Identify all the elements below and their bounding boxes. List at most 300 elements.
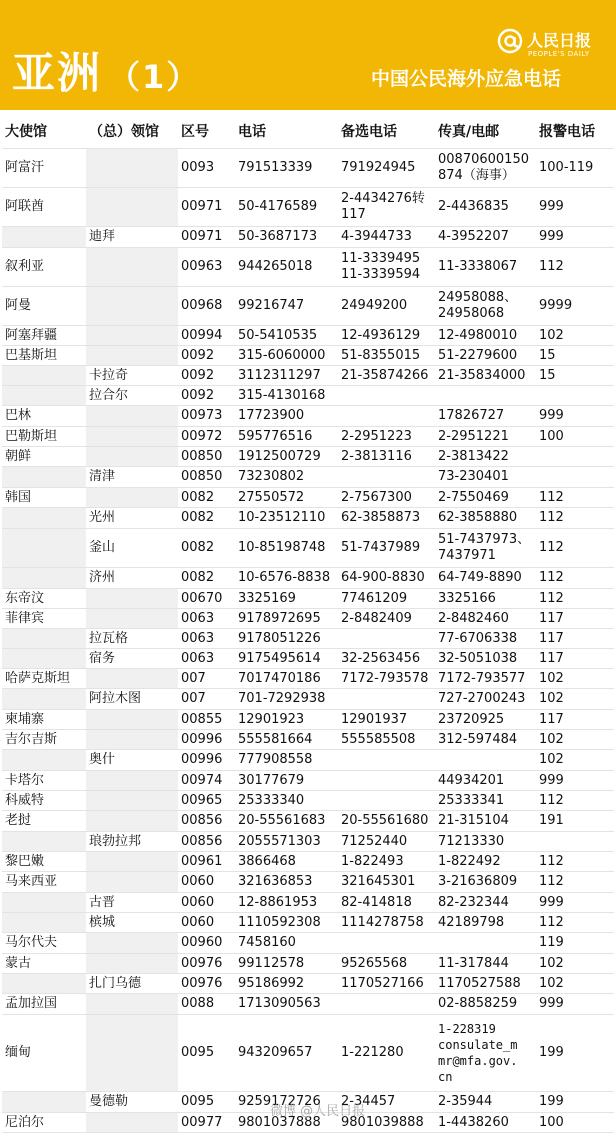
cell-phone: 99216747 (238, 298, 305, 313)
cell-consulate: 曼德勒 (89, 1094, 129, 1109)
cell-police: 112 (539, 792, 564, 808)
cell-fax-email: 1-228319 consulate_m mr@mfa.gov. cn (438, 1022, 518, 1084)
cell-area-code: 00960 (181, 935, 223, 950)
cell-embassy: 马尔代夫 (5, 935, 58, 950)
cell-alt-phone (338, 467, 435, 487)
cell-phone: 1110592308 (238, 914, 321, 930)
cell-consulate (86, 771, 178, 790)
table-row (2, 326, 614, 346)
cell-area-code: 0095 (181, 1045, 215, 1060)
cell-police: 199 (539, 1094, 564, 1109)
cell-phone: 791513339 (238, 160, 313, 175)
cell-phone: 12-8861953 (238, 894, 318, 910)
cell-phone: 99112578 (238, 955, 305, 971)
cell-area-code: 00850 (181, 469, 223, 484)
cell-phone: 50-3687173 (238, 229, 318, 244)
cell-embassy: 哈萨克斯坦 (5, 670, 71, 686)
cell-phone: 595776516 (238, 428, 313, 444)
cell-embassy: 菲律宾 (5, 610, 45, 626)
weibo-watermark: 微博 @人民日报 (270, 1104, 366, 1119)
cell-alt-phone (338, 771, 435, 790)
cell-consulate (86, 609, 178, 628)
cell-area-code: 0060 (181, 874, 215, 889)
cell-police: 112 (539, 590, 564, 606)
cell-police: 112 (539, 570, 564, 585)
cell-area-code: 0060 (181, 894, 215, 910)
cell-alt-phone: 7172-793578 (341, 670, 429, 686)
cell-fax-email: 2-2951221 (438, 428, 509, 444)
cell-phone: 73230802 (238, 469, 305, 484)
cell-embassy (2, 508, 86, 528)
cell-consulate: 拉合尔 (89, 387, 129, 403)
cell-fax-email: 11-317844 (438, 955, 509, 971)
cell-area-code: 0092 (181, 367, 215, 383)
table-row (2, 893, 614, 913)
cell-consulate: 济州 (89, 570, 116, 585)
cell-phone: 9175495614 (238, 650, 321, 666)
cell-consulate (86, 488, 178, 507)
cell-fax-email (435, 933, 536, 953)
cell-area-code: 00971 (181, 199, 223, 214)
cell-area-code: 0063 (181, 650, 215, 666)
cell-embassy: 吉尔吉斯 (5, 731, 58, 747)
cell-alt-phone: 1-822493 (341, 853, 404, 869)
header-phone: 电话 (238, 124, 266, 140)
cell-alt-phone: 791924945 (341, 160, 416, 175)
cell-police: 102 (539, 691, 564, 706)
table-row (2, 609, 614, 629)
cell-police: 112 (539, 510, 564, 525)
table-row (2, 811, 614, 832)
cell-consulate (86, 447, 178, 466)
cell-police: 9999 (539, 298, 573, 313)
cell-police: 112 (539, 914, 564, 930)
cell-alt-phone (338, 994, 435, 1014)
cell-phone: 27550572 (238, 489, 305, 505)
cell-fax-email: 51-7437973、 7437971 (438, 532, 531, 563)
cell-area-code: 0092 (181, 387, 215, 403)
cell-phone: 2055571303 (238, 833, 321, 849)
cell-consulate (86, 933, 178, 953)
header-area-code: 区号 (181, 124, 209, 140)
cell-area-code: 0060 (181, 914, 215, 930)
cell-phone: 12901923 (238, 711, 305, 727)
cell-area-code: 00996 (181, 731, 223, 747)
page-subtitle: 中国公民海外应急电话 (371, 68, 562, 90)
peoples-daily-logo-icon (497, 28, 523, 54)
table-row (2, 669, 614, 689)
table-row (2, 427, 614, 447)
cell-phone: 315-6060000 (238, 347, 326, 363)
cell-police: 112 (539, 874, 564, 889)
cell-alt-phone (338, 629, 435, 648)
cell-consulate (86, 994, 178, 1014)
cell-alt-phone: 62-3858873 (341, 510, 421, 525)
cell-embassy (2, 832, 86, 851)
region-name: 亚洲 (12, 49, 102, 99)
table-row (2, 366, 614, 386)
header-embassy: 大使馆 (5, 124, 47, 140)
cell-police: 102 (539, 670, 564, 686)
cell-police: 191 (539, 813, 564, 828)
cell-fax-email: 77-6706338 (438, 630, 518, 646)
cell-police: 112 (539, 540, 564, 555)
cell-consulate (86, 852, 178, 871)
cell-phone: 555581664 (238, 731, 313, 747)
cell-fax-email: 42189798 (438, 914, 505, 930)
cell-consulate: 宿务 (89, 650, 116, 666)
table-row (2, 629, 614, 649)
table-row (2, 974, 614, 994)
cell-phone: 321636853 (238, 874, 313, 889)
cell-embassy: 尼泊尔 (5, 1114, 45, 1130)
cell-consulate (86, 791, 178, 810)
cell-fax-email: 1-4438260 (438, 1114, 509, 1130)
cell-fax-email: 73-230401 (438, 469, 509, 484)
cell-embassy: 阿曼 (5, 298, 32, 313)
cell-phone: 7458160 (238, 935, 296, 950)
cell-alt-phone (338, 386, 435, 405)
cell-alt-phone: 1-221280 (341, 1045, 404, 1060)
header-police: 报警电话 (539, 124, 595, 140)
cell-consulate (86, 287, 178, 325)
cell-fax-email: 02-8858259 (438, 996, 518, 1011)
cell-alt-phone: 51-8355015 (341, 347, 421, 363)
cell-alt-phone: 1114278758 (341, 914, 424, 930)
cell-phone: 3325169 (238, 590, 296, 606)
cell-fax-email: 51-2279600 (438, 347, 518, 363)
cell-consulate: 古晋 (89, 894, 116, 910)
table-row (2, 149, 614, 188)
cell-phone: 315-4130168 (238, 387, 326, 403)
cell-police: 117 (539, 711, 564, 727)
cell-phone: 20-55561683 (238, 813, 326, 828)
cell-phone: 1713090563 (238, 996, 321, 1011)
cell-police (536, 467, 614, 487)
cell-police (536, 386, 614, 405)
cell-police: 999 (539, 408, 564, 423)
cell-police: 102 (539, 731, 564, 747)
cell-alt-phone: 21-35874266 (341, 367, 429, 383)
cell-embassy: 叙利亚 (5, 259, 45, 274)
cell-fax-email: 2-7550469 (438, 489, 509, 505)
table-row (2, 852, 614, 872)
cell-alt-phone: 64-900-8830 (341, 570, 425, 585)
cell-embassy: 卡塔尔 (5, 772, 45, 788)
cell-consulate (86, 406, 178, 426)
cell-phone: 9259172726 (238, 1094, 321, 1109)
cell-consulate (86, 1015, 178, 1091)
cell-area-code: 0092 (181, 347, 215, 363)
cell-fax-email: 2-3813422 (438, 448, 509, 464)
cell-phone: 10-85198748 (238, 540, 326, 555)
cell-alt-phone: 24949200 (341, 298, 408, 313)
table-row (2, 913, 614, 933)
cell-phone: 50-5410535 (238, 327, 318, 343)
cell-alt-phone (338, 406, 435, 426)
cell-fax-email: 44934201 (438, 772, 505, 788)
cell-police: 15 (539, 367, 556, 383)
cell-fax-email: 2-8482460 (438, 610, 509, 626)
cell-area-code: 00994 (181, 327, 223, 343)
table-row (2, 529, 614, 568)
cell-area-code: 00856 (181, 833, 223, 849)
cell-alt-phone: 95265568 (341, 955, 408, 971)
cell-fax-email: 312-597484 (438, 731, 518, 747)
table-row (2, 346, 614, 366)
cell-fax-email: 25333341 (438, 792, 505, 808)
cell-consulate: 光州 (89, 510, 116, 525)
cell-embassy: 阿联酋 (5, 199, 45, 214)
cell-embassy (2, 529, 86, 567)
cell-consulate: 扎门乌德 (89, 975, 142, 991)
cell-consulate (86, 248, 178, 286)
table-row (2, 730, 614, 750)
cell-area-code: 0063 (181, 630, 215, 646)
cell-area-code: 00971 (181, 229, 223, 244)
table-row (2, 771, 614, 791)
cell-area-code: 00974 (181, 772, 223, 788)
table-row (2, 467, 614, 488)
cell-area-code: 0082 (181, 510, 215, 525)
cell-police: 100-119 (539, 160, 594, 175)
cell-police: 117 (539, 610, 564, 626)
cell-alt-phone: 82-414818 (341, 894, 412, 910)
cell-consulate (86, 326, 178, 345)
cell-embassy: 巴勒斯坦 (5, 428, 58, 444)
cell-area-code: 0088 (181, 996, 215, 1011)
table-row (2, 750, 614, 771)
cell-phone: 17723900 (238, 408, 305, 423)
cell-area-code: 00850 (181, 448, 223, 464)
cell-embassy (2, 227, 86, 247)
cell-alt-phone: 9801039888 (341, 1114, 424, 1130)
cell-fax-email: 2-4436835 (438, 199, 509, 214)
cell-area-code: 0082 (181, 570, 215, 585)
cell-area-code: 00976 (181, 975, 223, 991)
cell-consulate (86, 730, 178, 749)
cell-fax-email: 17826727 (438, 408, 505, 423)
cell-consulate (86, 1113, 178, 1132)
table-row (2, 589, 614, 609)
cell-phone: 777908558 (238, 752, 313, 767)
cell-fax-email: 32-5051038 (438, 650, 518, 666)
cell-police: 102 (539, 327, 564, 343)
table-row (2, 832, 614, 852)
cell-phone: 50-4176589 (238, 199, 318, 214)
cell-alt-phone: 71252440 (341, 833, 408, 849)
cell-consulate: 釜山 (89, 540, 116, 555)
table-row (2, 791, 614, 811)
cell-phone: 7017470186 (238, 670, 321, 686)
cell-police (536, 832, 614, 851)
cell-fax-email: 62-3858880 (438, 510, 518, 525)
brand-name: 人民日报 (527, 31, 592, 50)
cell-consulate (86, 954, 178, 973)
cell-police: 117 (539, 650, 564, 666)
cell-area-code: 00670 (181, 590, 223, 606)
cell-area-code: 00965 (181, 792, 223, 808)
cell-embassy (2, 386, 86, 405)
cell-police (536, 447, 614, 466)
table-row (2, 872, 614, 893)
cell-embassy: 巴林 (5, 408, 32, 423)
cell-fax-email: 7172-793577 (438, 670, 526, 686)
region-part: （1） (108, 58, 201, 96)
cell-police: 15 (539, 347, 556, 363)
cell-fax-email: 21-35834000 (438, 367, 526, 383)
cell-police: 999 (539, 894, 564, 910)
cell-embassy (2, 649, 86, 668)
table-row (2, 649, 614, 669)
table-row (2, 248, 614, 287)
cell-embassy: 缅甸 (5, 1045, 32, 1060)
cell-fax-email: 11-3338067 (438, 259, 518, 274)
cell-embassy: 黎巴嫩 (5, 853, 45, 869)
table-row (2, 188, 614, 227)
cell-consulate: 琅勃拉邦 (89, 833, 142, 849)
cell-consulate (86, 589, 178, 608)
cell-consulate: 迪拜 (89, 229, 116, 244)
cell-fax-email: 1-822492 (438, 853, 501, 869)
cell-consulate: 清津 (89, 469, 116, 484)
cell-alt-phone: 321645301 (341, 874, 416, 889)
cell-area-code: 007 (181, 670, 206, 686)
cell-phone: 9178972695 (238, 610, 321, 626)
cell-area-code: 0063 (181, 610, 215, 626)
cell-embassy (2, 974, 86, 993)
cell-embassy (2, 366, 86, 385)
cell-alt-phone: 2-2951223 (341, 428, 412, 444)
cell-police: 199 (539, 1045, 564, 1060)
cell-fax-email: 1170527588 (438, 975, 521, 991)
cell-police: 117 (539, 630, 564, 646)
cell-fax-email: 12-4980010 (438, 327, 518, 343)
cell-fax-email: 23720925 (438, 711, 505, 727)
cell-phone: 95186992 (238, 975, 305, 991)
cell-alt-phone: 1170527166 (341, 975, 424, 991)
cell-police: 102 (539, 955, 564, 971)
cell-area-code: 00977 (181, 1114, 223, 1130)
cell-alt-phone: 555585508 (341, 731, 416, 747)
cell-embassy (2, 629, 86, 648)
cell-consulate: 奥什 (89, 752, 116, 767)
cell-phone: 10-23512110 (238, 510, 326, 525)
cell-alt-phone: 20-55561680 (341, 813, 429, 828)
cell-fax-email: 3325166 (438, 590, 496, 606)
title-banner (0, 0, 616, 110)
cell-embassy (2, 1092, 86, 1112)
table-row (2, 406, 614, 427)
cell-fax-email: 727-2700243 (438, 691, 526, 706)
table-row (2, 689, 614, 710)
cell-embassy: 东帝汶 (5, 590, 45, 606)
cell-embassy: 阿富汗 (5, 160, 45, 175)
cell-police: 999 (539, 996, 564, 1011)
header-consulate: （总）领馆 (89, 124, 159, 140)
cell-police: 999 (539, 772, 564, 788)
cell-alt-phone (338, 689, 435, 709)
cell-alt-phone: 2-8482409 (341, 610, 412, 626)
cell-embassy: 蒙古 (5, 955, 32, 971)
cell-alt-phone: 2-3813116 (341, 448, 412, 464)
cell-phone: 3866468 (238, 853, 296, 869)
cell-fax-email: 71213330 (438, 833, 505, 849)
cell-alt-phone (338, 750, 435, 770)
cell-fax-email: 3-21636809 (438, 874, 518, 889)
cell-consulate: 阿拉木图 (89, 691, 142, 706)
cell-consulate (86, 149, 178, 187)
cell-alt-phone: 51-7437989 (341, 540, 421, 555)
cell-area-code: 00968 (181, 298, 223, 313)
cell-area-code: 00976 (181, 955, 223, 971)
cell-embassy (2, 893, 86, 912)
cell-alt-phone: 4-3944733 (341, 229, 412, 244)
cell-police: 999 (539, 229, 564, 244)
table-row (2, 287, 614, 326)
table-row (2, 447, 614, 467)
cell-consulate: 拉瓦格 (89, 630, 129, 646)
cell-area-code: 007 (181, 691, 206, 706)
cell-area-code: 00972 (181, 428, 223, 444)
cell-alt-phone: 2-7567300 (341, 489, 412, 505)
cell-phone: 944265018 (238, 259, 313, 274)
cell-police: 119 (539, 935, 564, 950)
region-title (12, 40, 200, 101)
cell-alt-phone: 2-4434276转 117 (341, 191, 425, 222)
cell-fax-email: 4-3952207 (438, 229, 509, 244)
cell-embassy: 巴基斯坦 (5, 347, 58, 363)
cell-area-code: 0082 (181, 540, 215, 555)
table-row (2, 227, 614, 248)
cell-embassy (2, 467, 86, 487)
table-header (2, 116, 614, 149)
cell-consulate (86, 188, 178, 226)
cell-embassy: 朝鲜 (5, 448, 32, 464)
cell-consulate (86, 872, 178, 892)
cell-consulate: 槟城 (89, 914, 116, 930)
cell-phone: 10-6576-8838 (238, 570, 331, 585)
cell-police: 100 (539, 428, 564, 444)
cell-fax-email: 64-749-8890 (438, 570, 522, 585)
header-alt-phone: 备选电话 (341, 124, 397, 140)
cell-embassy (2, 913, 86, 932)
cell-area-code: 00963 (181, 259, 223, 274)
cell-police: 112 (539, 259, 564, 274)
cell-consulate: 卡拉奇 (89, 367, 129, 383)
header-fax-email: 传真/电邮 (438, 124, 500, 140)
cell-embassy: 韩国 (5, 489, 32, 505)
cell-fax-email (435, 750, 536, 770)
cell-embassy: 马来西亚 (5, 874, 58, 889)
cell-fax-email (435, 386, 536, 405)
cell-alt-phone: 32-2563456 (341, 650, 421, 666)
cell-fax-email: 82-232344 (438, 894, 509, 910)
cell-alt-phone: 2-34457 (341, 1094, 396, 1109)
cell-area-code: 00996 (181, 752, 223, 767)
cell-consulate (86, 427, 178, 446)
cell-area-code: 00973 (181, 408, 223, 423)
cell-fax-email: 2-35944 (438, 1094, 493, 1109)
emergency-phone-table (2, 116, 614, 1133)
cell-embassy: 老挝 (5, 813, 32, 828)
cell-police: 999 (539, 199, 564, 214)
cell-fax-email: 21-315104 (438, 813, 509, 828)
cell-area-code: 00856 (181, 813, 223, 828)
cell-fax-email: 00870600150 874（海事） (438, 152, 529, 183)
table-row (2, 710, 614, 730)
cell-phone: 3112311297 (238, 367, 321, 383)
